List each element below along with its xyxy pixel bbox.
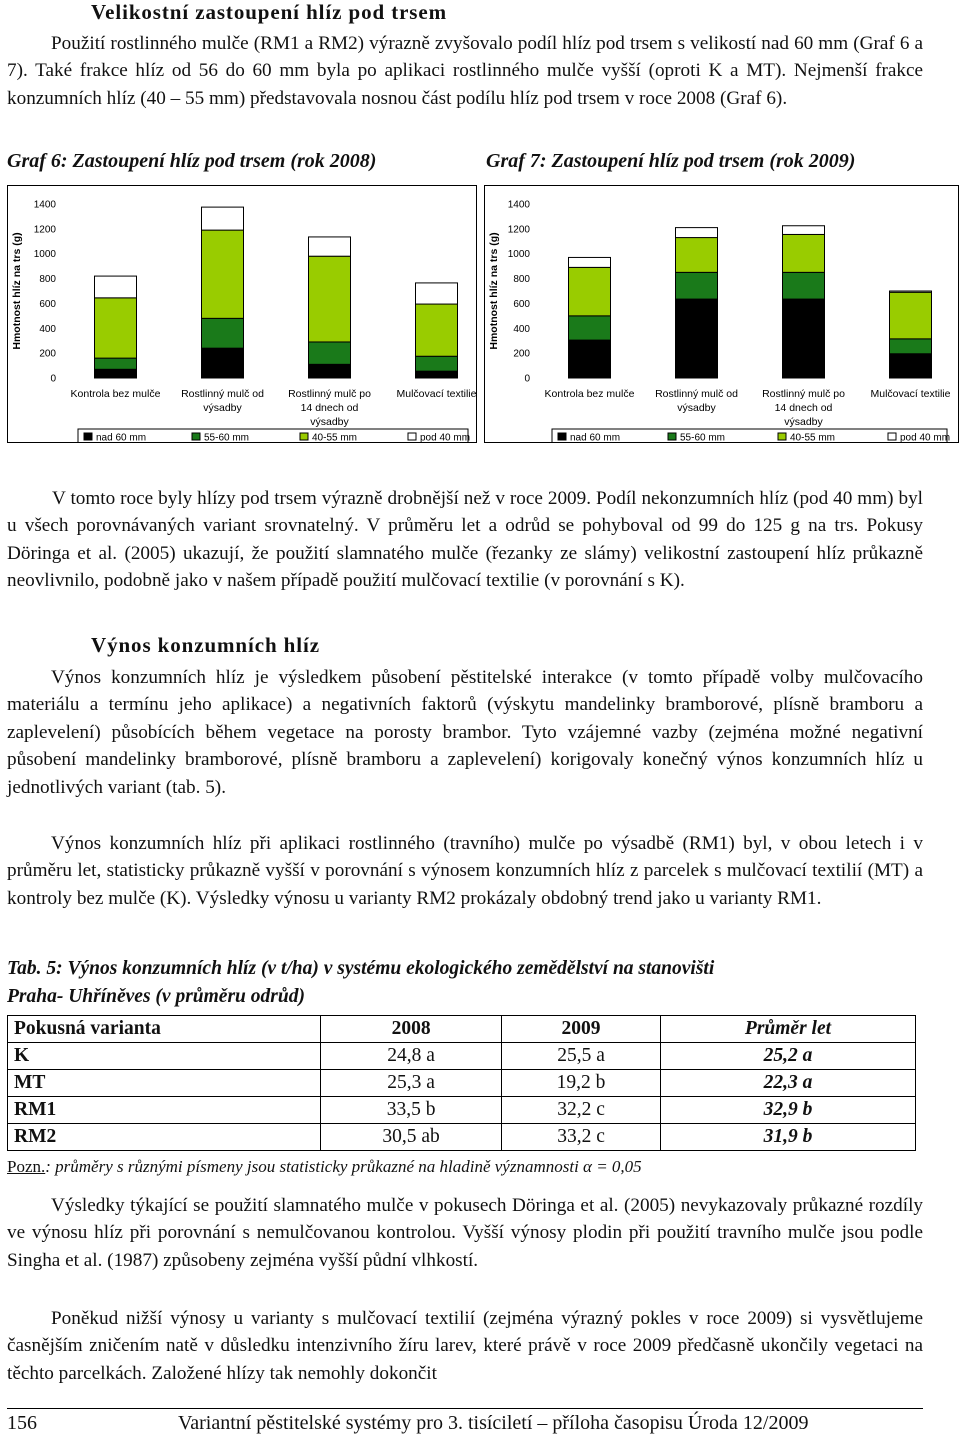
- table5-caption: Tab. 5: Výnos konzumních hlíz (v t/ha) v systému ekologického zemědělství na stanovišti Praha- Uhříněves (v průměru odrůd): [7, 958, 715, 1007]
- y-tick-label: 1400: [33, 199, 56, 211]
- y-axis-label: Hmotnost hlíz na trs (g): [11, 232, 23, 350]
- category-label: Rostlinný mulč po: [762, 388, 845, 400]
- y-tick-label: 200: [513, 348, 530, 360]
- legend-swatch: [558, 433, 566, 440]
- legend-swatch: [778, 433, 786, 440]
- graph7-chart: [484, 185, 959, 443]
- y-axis-label: Hmotnost hlíz na trs (g): [488, 232, 500, 350]
- bar-segment: [309, 364, 351, 378]
- y-tick-label: 400: [39, 323, 56, 335]
- legend-label: nad 60 mm: [96, 432, 147, 442]
- bar-segment: [202, 230, 244, 318]
- table-row: [8, 1124, 916, 1151]
- variant-cell: RM2: [8, 1124, 321, 1151]
- average-cell: 25,2 a: [660, 1043, 915, 1070]
- header-cell: Pokusná varianta: [8, 1016, 321, 1043]
- section-heading-yield: Výnos konzumních hlíz: [91, 633, 320, 657]
- graph6-caption: Graf 6: Zastoupení hlíz pod trsem (rok 2008): [7, 150, 377, 172]
- category-label: výsadby: [203, 402, 242, 414]
- y-tick-label: 800: [39, 274, 56, 286]
- bar-segment: [569, 340, 611, 378]
- paragraph-size-2008: V tomto roce byly hlízy pod trsem výrazně drobnější než v roce 2009. Podíl nekonzumních hlíz (pod 40 mm) byl u všech porovnávaných variant srovnatelný. V průměru let a odrůd se pohyboval od 99 do 125 g na trs. Pokusy Döringa et al. (2005) ukazují, že použití slamnatého mulče (řezanky ze slámy) velikostní zastoupení hlíz průkazně neovlivnilo, podobně jako v našem případě použití mulčovací textilie (v porovnání s K).: [7, 488, 923, 592]
- value-cell: 33,2 c: [502, 1124, 661, 1151]
- footer-journal: Variantní pěstitelské systémy pro 3. tisíciletí – příloha časopisu Úroda 12/2009: [178, 1412, 809, 1434]
- category-label: Mulčovací textilie: [870, 388, 951, 400]
- category-label: Rostlinný mulč po: [288, 388, 371, 400]
- legend-label: 55-60 mm: [204, 432, 250, 442]
- legend-label: nad 60 mm: [570, 432, 621, 442]
- bar-segment: [95, 369, 137, 378]
- bar-segment: [890, 292, 932, 339]
- legend-swatch: [300, 433, 308, 440]
- table5: [7, 1015, 916, 1151]
- bar-segment: [783, 299, 825, 378]
- category-label: Rostlinný mulč od: [655, 388, 738, 400]
- bar-segment: [309, 342, 351, 364]
- paragraph-yield-2: Výnos konzumních hlíz při aplikaci rostlinného (travního) mulče po výsadbě (RM1) byl, v obou letech i v průměru let, statisticky průkazně vyšší v porovnání s výnosem konzumních hlíz z parcelek s mulčovací textilií (MT) a kontroly bez mulče (K). Výsledky výnosu u varianty RM2 prokázaly obdobný trend jako u varianty RM1.: [7, 833, 923, 909]
- paragraph-size-intro: Použití rostlinného mulče (RM1 a RM2) výrazně zvyšovalo podíl hlíz pod trsem s velikostí nad 60 mm (Graf 6 a 7). Také frakce hlíz od 56 do 60 mm byla po aplikaci rostlinného mulče vyšší (oproti K a MT). Nejmenší frakce konzumních hlíz (40 – 55 mm) představovala nosnou část podílu hlíz pod trsem v roce 2008 (Graf 6).: [7, 33, 923, 109]
- legend-swatch: [668, 433, 676, 440]
- bar-segment: [416, 283, 458, 304]
- bar-segment: [783, 234, 825, 272]
- bar-segment: [202, 348, 244, 378]
- table-row: [8, 1097, 916, 1124]
- bar-segment: [416, 356, 458, 371]
- graph6-chart: [7, 185, 477, 443]
- header-cell: 2008: [321, 1016, 502, 1043]
- bar-segment: [783, 272, 825, 299]
- category-label: Kontrola bez mulče: [70, 388, 161, 400]
- category-label: 14 dnech od: [300, 402, 359, 414]
- y-tick-label: 1000: [507, 249, 530, 261]
- variant-cell: RM1: [8, 1097, 321, 1124]
- value-cell: 19,2 b: [502, 1070, 661, 1097]
- value-cell: 32,2 c: [502, 1097, 661, 1124]
- table-header-row: [8, 1016, 916, 1043]
- y-tick-label: 1000: [33, 249, 56, 261]
- y-tick-label: 400: [513, 323, 530, 335]
- legend-label: 40-55 mm: [312, 432, 358, 442]
- bar-segment: [569, 257, 611, 267]
- y-tick-label: 600: [513, 298, 530, 310]
- legend-swatch: [84, 433, 92, 440]
- section-heading-size: Velikostní zastoupení hlíz pod trsem: [91, 0, 447, 24]
- table5-note: Pozn.: průměry s různými písmeny jsou statisticky průkazné na hladině významnosti α = 0,05: [7, 1157, 642, 1176]
- footer-page-number: 156: [7, 1412, 37, 1434]
- legend-label: pod 40 mm: [420, 432, 471, 442]
- average-cell: 22,3 a: [660, 1070, 915, 1097]
- legend-label: 55-60 mm: [680, 432, 726, 442]
- bar-segment: [202, 207, 244, 230]
- graph6-svg: [8, 186, 476, 442]
- value-cell: 25,5 a: [502, 1043, 661, 1070]
- bar-segment: [309, 256, 351, 342]
- bar-segment: [416, 304, 458, 356]
- legend-label: 40-55 mm: [790, 432, 836, 442]
- y-tick-label: 1400: [507, 199, 530, 211]
- average-cell: 32,9 b: [660, 1097, 915, 1124]
- graph7-svg: [485, 186, 958, 442]
- table-row: [8, 1043, 916, 1070]
- footer-rule: [7, 1408, 923, 1409]
- bar-segment: [95, 358, 137, 369]
- y-tick-label: 200: [39, 348, 56, 360]
- bar-segment: [890, 339, 932, 354]
- bar-segment: [416, 371, 458, 378]
- value-cell: 25,3 a: [321, 1070, 502, 1097]
- paragraph-yield-1: Výnos konzumních hlíz je výsledkem působení pěstitelské interakce (v tomto případě volby mulčovacího materiálu a termínu jeho aplikace) a negativních faktorů (výskytu mandelinky bramborové, plísně bramboru a zaplevelení) působících během vegetace na porosty brambor. Tyto vzájemné vazby (zejména možné negativní působení mandelinky bramborové, plísně bramboru a zaplevelení) korigovaly konečný výnos konzumních hlíz u jednotlivých variant (tab. 5).: [7, 667, 923, 798]
- variant-cell: MT: [8, 1070, 321, 1097]
- bar-segment: [202, 318, 244, 348]
- average-cell: 31,9 b: [660, 1124, 915, 1151]
- bar-segment: [783, 226, 825, 235]
- category-label: výsadby: [784, 416, 823, 428]
- legend-swatch: [192, 433, 200, 440]
- bar-segment: [676, 299, 718, 378]
- header-cell: 2009: [502, 1016, 661, 1043]
- bar-segment: [676, 228, 718, 238]
- bar-segment: [676, 238, 718, 273]
- paragraph-discussion-2: Poněkud nižší výnosy u varianty s mulčovací textilií (zejména výrazný pokles v roce 2009) si vysvětlujeme časnějším zničením natě v důsledku intenzivního žíru larev, které právě v roce 2009 předčasně ukončily vegetaci na těchto parcelkách. Založené hlízy tak nemohly dokončit: [7, 1308, 923, 1384]
- y-tick-label: 800: [513, 274, 530, 286]
- value-cell: 33,5 b: [321, 1097, 502, 1124]
- bar-segment: [676, 272, 718, 299]
- legend-swatch: [408, 433, 416, 440]
- category-label: výsadby: [677, 402, 716, 414]
- value-cell: 24,8 a: [321, 1043, 502, 1070]
- bar-segment: [95, 276, 137, 298]
- header-cell: Průměr let: [660, 1016, 915, 1043]
- bar-segment: [890, 354, 932, 378]
- category-label: Kontrola bez mulče: [544, 388, 635, 400]
- category-label: 14 dnech od: [774, 402, 833, 414]
- bar-segment: [309, 237, 351, 256]
- category-label: Rostlinný mulč od: [181, 388, 264, 400]
- y-tick-label: 1200: [33, 224, 56, 236]
- graph7-caption: Graf 7: Zastoupení hlíz pod trsem (rok 2009): [486, 150, 856, 172]
- table-row: [8, 1070, 916, 1097]
- bar-segment: [569, 267, 611, 315]
- y-tick-label: 0: [50, 373, 56, 385]
- category-label: Mulčovací textilie: [396, 388, 476, 400]
- category-label: výsadby: [310, 416, 349, 428]
- y-tick-label: 600: [39, 298, 56, 310]
- bar-segment: [569, 316, 611, 340]
- bar-segment: [95, 298, 137, 358]
- paragraph-discussion-1: Výsledky týkající se použití slamnatého mulče v pokusech Döringa et al. (2005) nevykazovaly průkazné rozdíly ve výnosu hlíz při porovnání s nemulčovanou kontrolou. Vyšší výnosy plodin při použití travního mulče jsou podle Singha et al. (1987) způsobeny zejména vyšší půdní vlhkostí.: [7, 1195, 923, 1271]
- bar-segment: [890, 291, 932, 292]
- legend-swatch: [888, 433, 896, 440]
- value-cell: 30,5 ab: [321, 1124, 502, 1151]
- y-tick-label: 0: [524, 373, 530, 385]
- variant-cell: K: [8, 1043, 321, 1070]
- y-tick-label: 1200: [507, 224, 530, 236]
- legend-label: pod 40 mm: [900, 432, 951, 442]
